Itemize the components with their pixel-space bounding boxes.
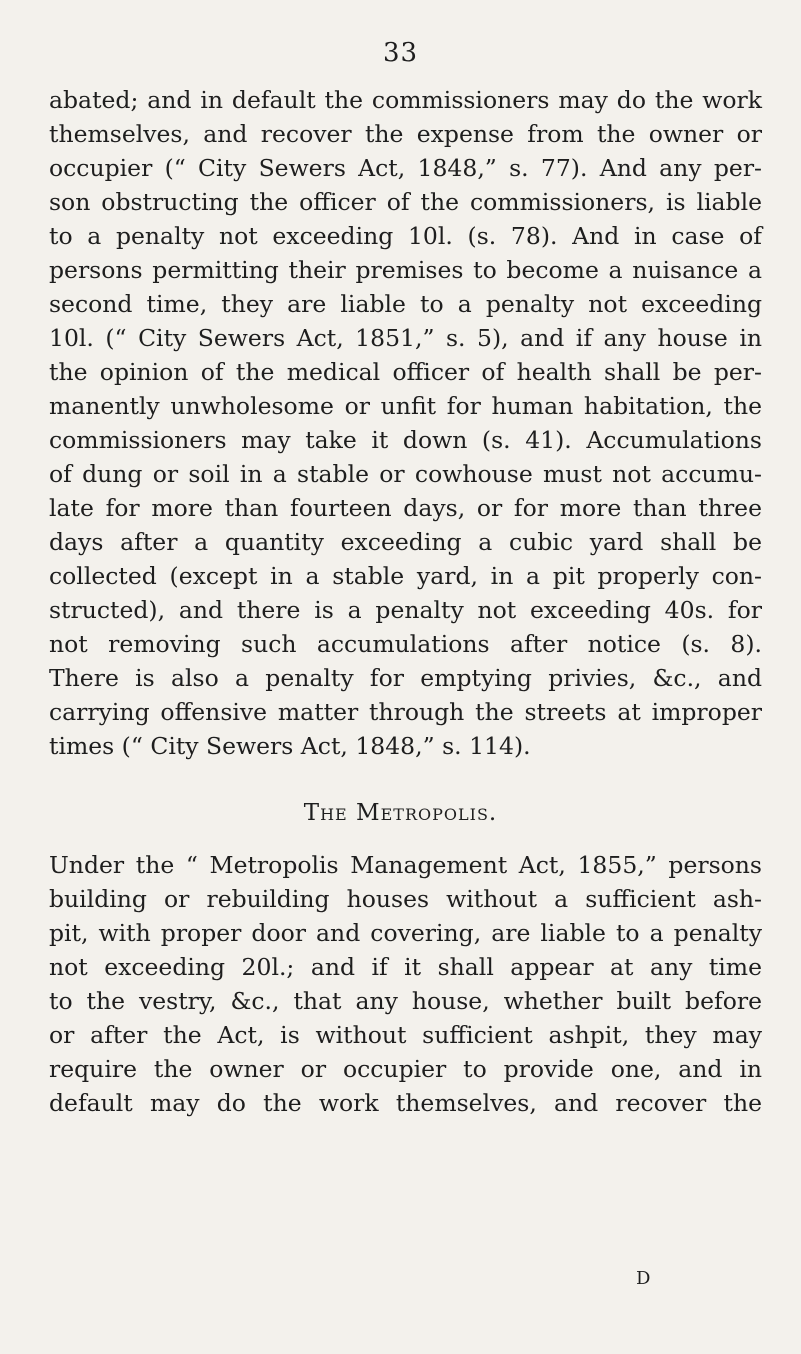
text-line: 10l. (“ City Sewers Act, 1851,” s. 5), and if any house in — [49, 324, 762, 352]
text-line: not removing such accumulations after notice (s. 8). — [49, 630, 762, 658]
text-line: commissioners may take it down (s. 41). Accumulations — [49, 426, 762, 454]
text-line: to the vestry, &c., that any house, whether built before — [49, 987, 762, 1015]
text-line: second time, they are liable to a penalty not exceeding — [49, 290, 762, 318]
text-line: to a penalty not exceeding 10l. (s. 78). And in case of — [49, 222, 762, 250]
text-line: themselves, and recover the expense from the owner or — [49, 120, 762, 148]
text-line: late for more than fourteen days, or for more than three — [49, 494, 762, 522]
section-heading: The Metropolis. — [303, 800, 498, 826]
text-line: carrying offensive matter through the streets at improper — [49, 698, 762, 726]
text-line: collected (except in a stable yard, in a pit properly con- — [49, 562, 762, 590]
text-line: son obstructing the officer of the commissioners, is liable — [49, 188, 762, 216]
text-line: times (“ City Sewers Act, 1848,” s. 114). — [49, 732, 531, 760]
text-line: There is also a penalty for emptying privies, &c., and — [49, 664, 762, 692]
signature-mark: D — [636, 1268, 651, 1289]
text-line: the opinion of the medical officer of health shall be per- — [49, 358, 762, 386]
text-line: abated; and in default the commissioners may do the work — [49, 86, 762, 114]
text-line: occupier (“ City Sewers Act, 1848,” s. 77). And any per- — [49, 154, 762, 182]
text-line: persons permitting their premises to become a nuisance a — [49, 256, 762, 284]
text-line: pit, with proper door and covering, are liable to a penalty — [49, 919, 762, 947]
page-number: 33 — [382, 38, 419, 68]
text-line: of dung or soil in a stable or cowhouse must not accumu- — [49, 460, 762, 488]
text-line: not exceeding 20l.; and if it shall appear at any time — [49, 953, 762, 981]
text-line: require the owner or occupier to provide one, and in — [49, 1055, 762, 1083]
text-line: or after the Act, is without sufficient ashpit, they may — [49, 1021, 762, 1049]
text-line: Under the “ Metropolis Management Act, 1855,” persons — [49, 851, 762, 879]
text-line: default may do the work themselves, and recover the — [49, 1089, 762, 1117]
text-line: manently unwholesome or unfit for human habitation, the — [49, 392, 762, 420]
text-line: building or rebuilding houses without a sufficient ash- — [49, 885, 762, 913]
text-line: days after a quantity exceeding a cubic yard shall be — [49, 528, 762, 556]
text-line: structed), and there is a penalty not exceeding 40s. for — [49, 596, 762, 624]
